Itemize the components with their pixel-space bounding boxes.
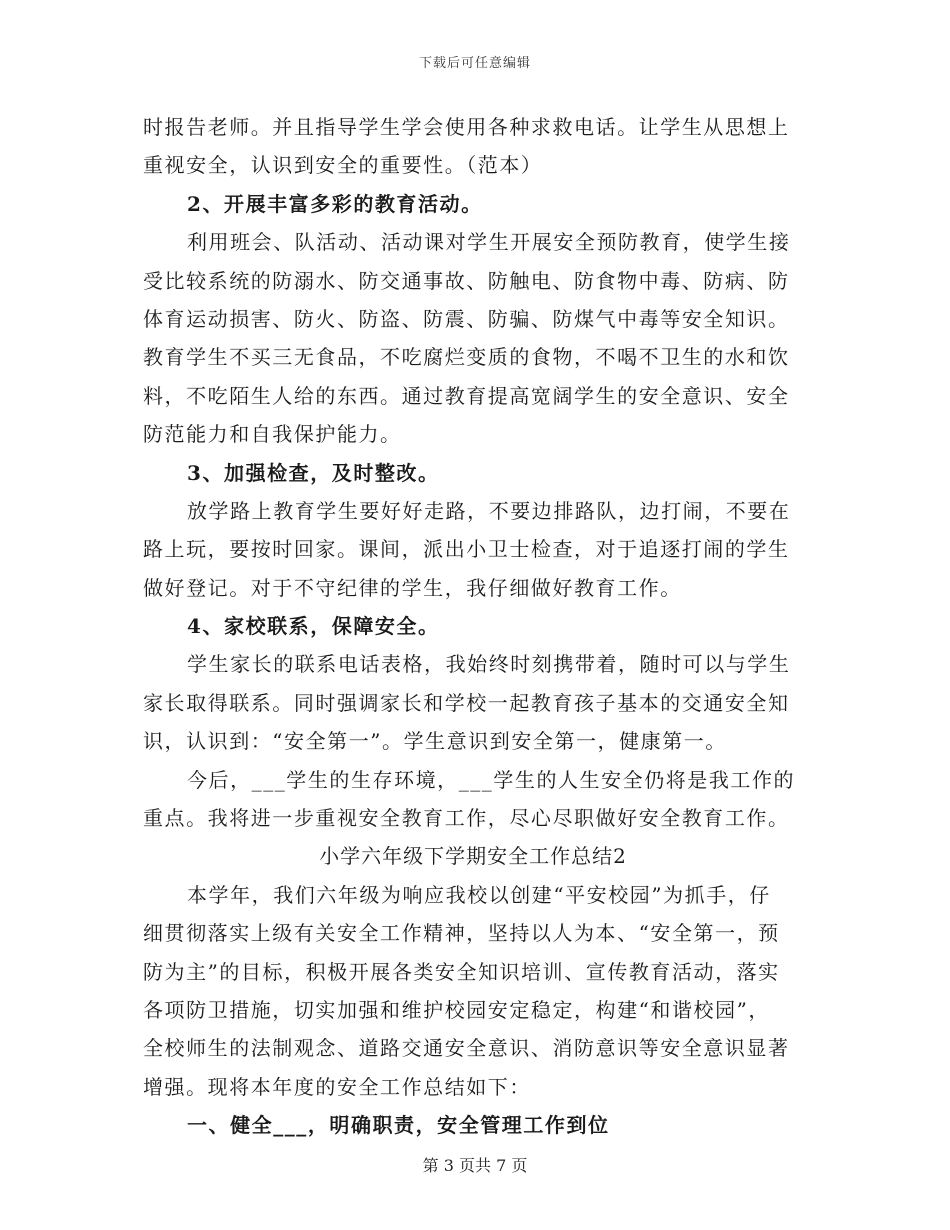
body-line: 受比较系统的防溺水、防交通事故、防触电、防食物中毒、防病、防 [143,268,790,293]
body-line: 全校师生的法制观念、道路交通安全意识、消防意识等安全意识显著 [143,1036,790,1061]
paragraph-first-line: 今后，___学生的生存环境，___学生的人生安全仍将是我工作的 [187,767,796,792]
body-line: 时报告老师。并且指导学生学会使用各种求救电话。让学生从思想上 [143,115,790,139]
section-heading: 2、开展丰富多彩的教育活动。 [187,191,483,216]
section-heading: 3、加强检查，及时整改。 [187,460,440,485]
section-heading: 一、健全___，明确职责，安全管理工作到位 [187,1113,610,1138]
body-line: 各项防卫措施，切实加强和维护校园安定稳定，构建“和谐校园”， [143,997,770,1022]
body-line: 重点。我将进一步重视安全教育工作，尽心尽职做好安全教育工作。 [143,806,790,831]
body-line: 路上玩，要按时回家。课间，派出小卫士检查，对于追逐打闹的学生 [143,537,790,562]
body-line: 料，不吃陌生人给的东西。通过教育提高宽阔学生的安全意识、安全 [143,383,790,408]
section-heading: 4、家校联系，保障安全。 [187,614,440,639]
paragraph-first-line: 放学路上教育学生要好好走路，不要边排路队，边打闹，不要在 [187,498,791,523]
body-line: 识，认识到：“安全第一”。学生意识到安全第一，健康第一。 [143,729,727,754]
body-line: 体育运动损害、防火、防盗、防震、防骗、防煤气中毒等安全知识。 [143,306,790,331]
body-line: 增强。现将本年度的安全工作总结如下： [143,1074,531,1099]
paragraph-first-line: 学生家长的联系电话表格，我始终时刻携带着，随时可以与学生 [187,652,791,677]
document-body [143,108,803,1145]
body-line: 家长取得联系。同时强调家长和学校一起教育孩子基本的交通安全知 [143,690,790,715]
body-line: 重视安全，认识到安全的重要性。（范本） [143,153,543,178]
body-line: 防范能力和自我保护能力。 [143,422,402,447]
paragraph-first-line: 本学年，我们六年级为响应我校以创建“平安校园”为抓手，仔 [187,882,771,907]
body-line: 教育学生不买三无食品，不吃腐烂变质的食物，不喝不卫生的水和饮 [143,345,790,370]
page-header: 下载后可任意编辑 [418,56,531,71]
body-line: 做好登记。对于不守纪律的学生，我仔细做好教育工作。 [143,575,682,600]
body-line: 细贯彻落实上级有关安全工作精神，坚持以人为本、“安全第一，预 [143,921,780,946]
paragraph-first-line: 利用班会、队活动、活动课对学生开展安全预防教育，使学生接 [187,230,791,255]
page-number-footer: 第 3 页共 7 页 [422,1156,528,1175]
document-title: 小学六年级下学期安全工作总结2 [319,844,627,869]
body-line: 防为主”的目标，积极开展各类安全知识培训、宣传教育活动，落实 [143,959,780,984]
